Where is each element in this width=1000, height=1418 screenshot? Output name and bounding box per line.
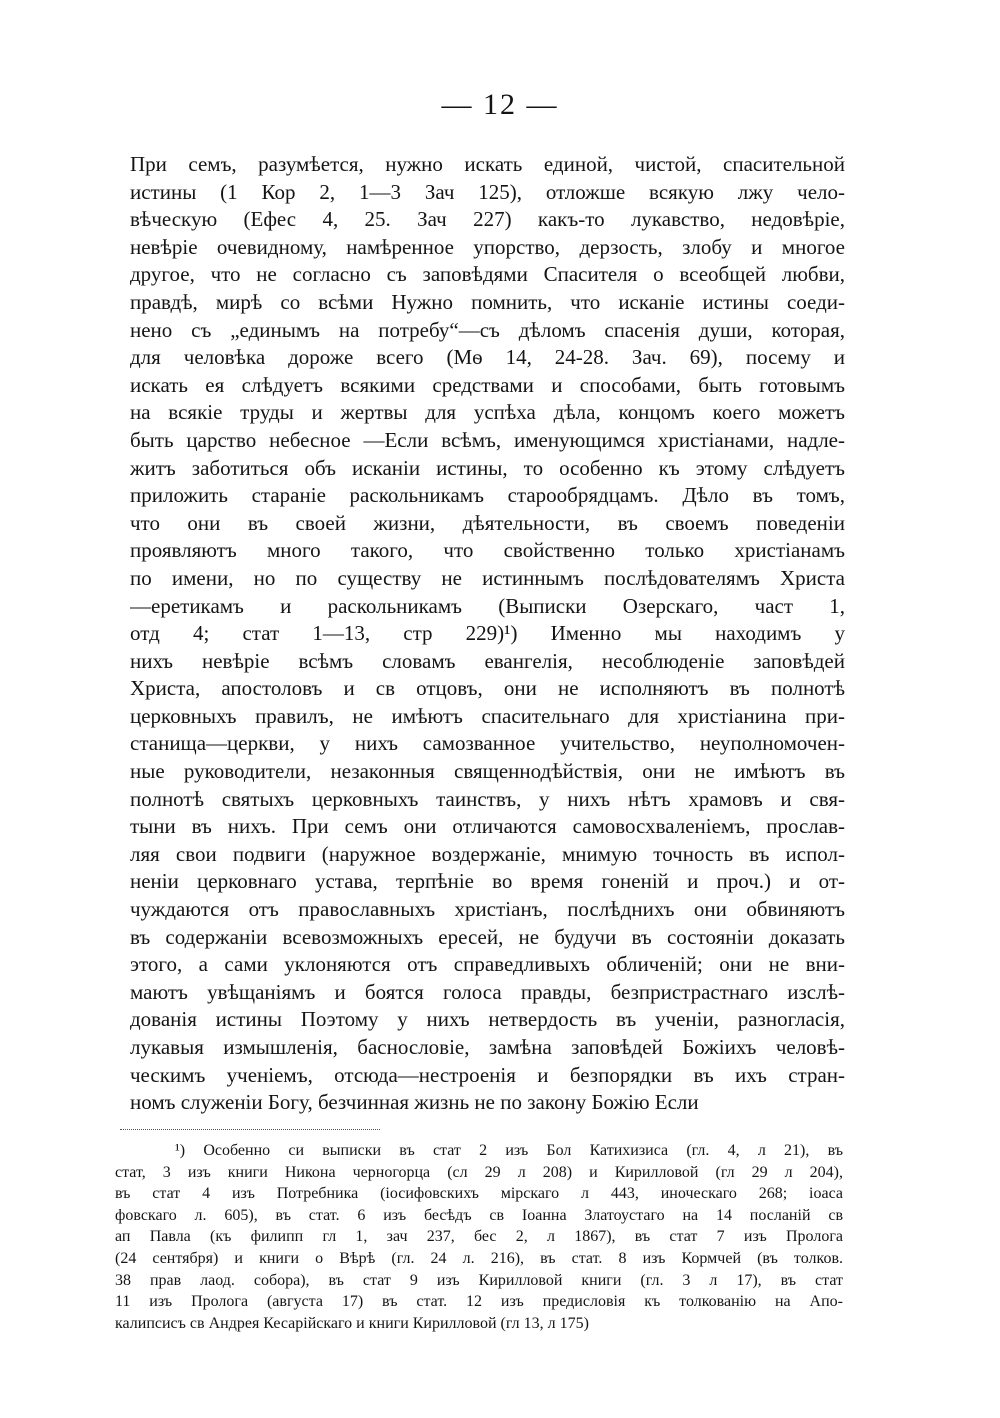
footnotes [115,1140,843,1334]
text-line: маютъ увѣщаніямъ и боятся голоса правды, безпристрастнаго изслѣ- [130,979,845,1004]
text-line: истины (1 Кор 2, 1—3 Зач 125), отложше всякую лжу чело- [130,179,845,204]
text-line: невѣріе очевидному, намѣренное упорство, дерзость, злобу и многое [130,234,845,259]
text-line: ческимъ ученіемъ, отсюда—нестроенія и безпорядки въ ихъ стран- [130,1062,845,1087]
text-line: вѣческую (Ефес 4, 25. Зач 227) какъ-то лукавство, недовѣріе, [130,207,845,232]
footnote-line: (24 сентября) и книги о Вѣрѣ (гл. 24 л. 216), въ стат. 8 изъ Кормчей (въ толков. [115,1249,843,1267]
footnote-line: калипсисъ св Андрея Кесарійскаго и книги Кирилловой (гл 13, л 175) [115,1314,589,1332]
text-line: приложить стараніе раскольникамъ старообрядцамъ. Дѣло въ томъ, [130,483,845,508]
text-line: отд 4; стат 1—13, стр 229)¹) Именно мы находимъ у [130,621,845,646]
footnote-line: въ стат 4 изъ Потребника (іосифовскихъ мірскаго л 443, иноческаго 268; іоаса [115,1185,843,1203]
text-line: правдѣ, мирѣ со всѣми Нужно помнить, что исканіе истины соеди- [130,289,845,314]
text-line: этого, а сами уклоняются отъ справедливыхъ обличеній; они не вни- [130,952,845,977]
text-line: чуждаются отъ православныхъ христіанъ, послѣднихъ они обвиняютъ [130,897,845,922]
text-line: нихъ невѣріе всѣмъ словамъ евангелія, несоблюденіе заповѣдей [130,648,845,673]
text-line: ляя свои подвиги (наружное воздержаніе, мнимую точность въ испол- [130,841,845,866]
text-line: въ содержаніи всевозможныхъ ересей, не будучи въ состояніи доказать [130,924,845,949]
text-line: номъ служеніи Богу, безчинная жизнь не по закону Божію Если [130,1090,699,1115]
text-line: —еретикамъ и раскольникамъ (Выписки Озерскаго, част 1, [130,593,845,618]
text-line: житъ заботиться объ исканіи истины, то особенно къ этому слѣдуетъ [130,455,845,480]
page-number: — 12 — [441,88,559,121]
text-line: ные руководители, незаконныя священнодѣйствія, они не имѣютъ въ [130,759,845,784]
text-line: по имени, но по существу не истиннымъ послѣдователямъ Христа [130,565,845,590]
text-line: Христа, апостоловъ и св отцовъ, они не исполняютъ въ полнотѣ [130,676,845,701]
text-line: другое, что не согласно съ заповѣдями Спасителя о всеобщей любви, [130,262,845,287]
text-line: для человѣка дороже всего (Мѳ 14, 24-28. Зач. 69), посему и [130,345,845,370]
body-text [130,151,845,1117]
footnote-line: 38 прав лаод. собора), въ стат 9 изъ Кирилловой книги (гл. 3 л 17), въ стат [115,1271,843,1289]
text-line: на всякіе труды и жертвы для успѣха дѣла, концомъ коего можетъ [130,400,845,425]
text-line: проявляютъ много такого, что свойственно только христіанамъ [130,538,845,563]
footnote-line: ¹) Особенно си выписки въ стат 2 изъ Бол Катихизиса (гл. 4, л 21), въ [175,1142,843,1159]
text-line: полнотѣ святыхъ церковныхъ таинствъ, у нихъ нѣтъ храмовъ и свя- [130,786,845,811]
text-line: При семъ, разумѣется, нужно искать единой, чистой, спасительной [130,152,845,176]
footnote-line: 11 изъ Пролога (августа 17) въ стат. 12 изъ предисловія къ толкованію на Апо- [115,1293,843,1311]
footnote-line: стат, 3 изъ книги Никона черногорца (сл 29 л 208) и Кирилловой (гл 29 л 204), [115,1163,843,1181]
text-line: нено съ „единымъ на потребу“—съ дѣломъ спасенія души, которая, [130,317,845,342]
text-line: станища—церкви, у нихъ самозванное учительство, неуполномочен- [130,731,845,756]
text-line: неніи церковнаго устава, терпѣніе во время гоненій и проч.) и от- [130,869,845,894]
text-line: дованія истины Поэтому у нихъ нетвердость въ ученіи, разногласія, [130,1007,845,1032]
text-line: церковныхъ правилъ, не имѣютъ спасительнаго для христіанина при- [130,703,845,728]
footnote-line: фовскаго л. 605), въ стат. 6 изъ бесѣдъ св Іоанна Златоустаго на 14 посланій св [115,1206,843,1224]
footnote-line: ап Павла (къ филипп гл 1, зач 237, бес 2, л 1867), въ стат 7 изъ Пролога [115,1228,843,1246]
text-line: тыни въ нихъ. При семъ они отличаются самовосхваленіемъ, прослав- [130,814,845,839]
text-line: что они въ своей жизни, дѣятельности, въ своемъ поведеніи [130,510,845,535]
footnote-divider [120,1129,380,1130]
text-line: быть царство небесное —Если всѣмъ, именующимся христіанами, надле- [130,427,845,452]
text-line: лукавыя измышленія, баснословіе, замѣна заповѣдей Божіихъ человѣ- [130,1035,845,1059]
text-line: искать ея слѣдуетъ всякими средствами и способами, быть готовымъ [130,372,845,397]
